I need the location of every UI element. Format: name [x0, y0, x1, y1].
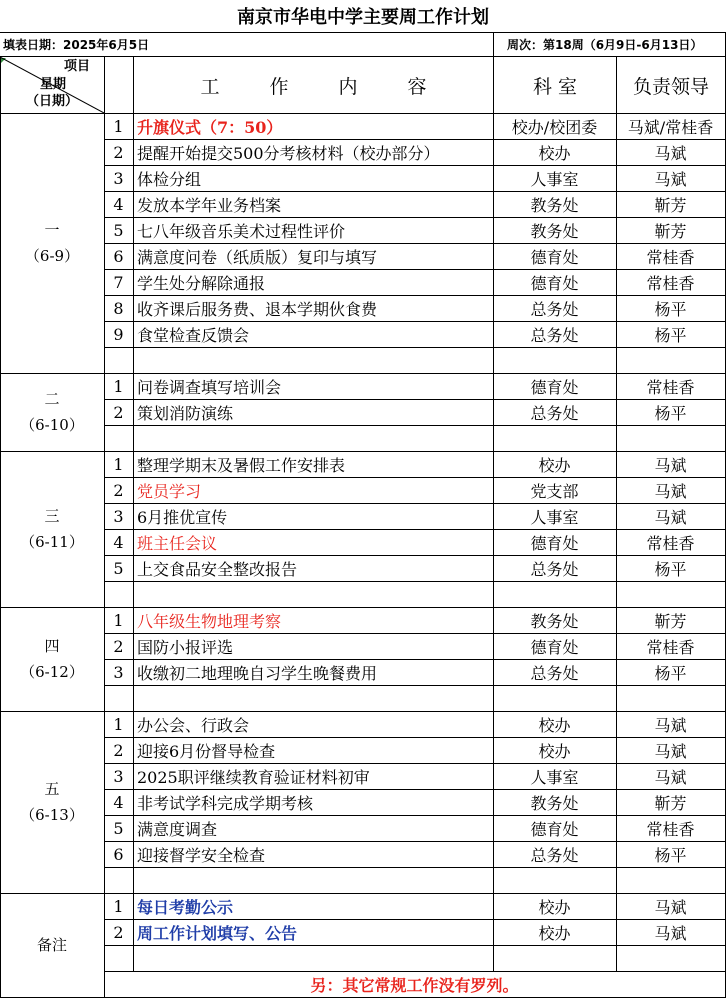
task-content: [133, 685, 493, 711]
task-leader: 马斌: [654, 741, 687, 761]
task-content: 学生处分解除通报: [137, 273, 266, 293]
grid-line: [0, 997, 726, 998]
task-leader: 马斌: [654, 169, 687, 189]
day-date: （6-12）: [20, 663, 84, 681]
row-number: 2: [113, 142, 124, 162]
task-content: 八年级生物地理考察: [137, 611, 282, 631]
task-dept: [493, 581, 616, 607]
task-dept: 总务处: [530, 403, 579, 423]
week-info: 周次：第18周（6月9日-6月13日）: [507, 37, 703, 52]
day-label: 一 （6-9）: [0, 113, 104, 373]
task-dept: 总务处: [530, 299, 579, 319]
task-leader: 马斌: [654, 923, 687, 943]
task-dept: 总务处: [530, 559, 579, 579]
sheet-title: 南京市华电中学主要周工作计划: [237, 7, 489, 28]
row-number: 2: [113, 636, 124, 656]
task-content: 办公会、行政会: [137, 715, 250, 735]
task-content: 非考试学科完成学期考核: [137, 793, 314, 813]
task-dept: 总务处: [530, 325, 579, 345]
task-content: 2025职评继续教育验证材料初审: [137, 767, 370, 787]
task-content: 七八年级音乐美术过程性评价: [137, 221, 346, 241]
row-number: 5: [113, 220, 124, 240]
day-date: （6-13）: [20, 806, 84, 824]
row-number: [104, 581, 133, 607]
day-date: （6-9）: [24, 247, 80, 265]
task-dept: 校办: [538, 897, 571, 917]
row-number: 4: [113, 194, 124, 214]
header-content: 工 作 内 容: [200, 75, 449, 98]
row-number: 4: [113, 532, 124, 552]
task-leader: 马斌/常桂香: [627, 117, 714, 137]
task-content: [133, 581, 493, 607]
task-dept: [493, 945, 616, 971]
task-content: 提醒开始提交500分考核材料（校办部分）: [137, 143, 440, 163]
task-leader: 常桂香: [646, 247, 695, 267]
task-leader: 常桂香: [646, 377, 695, 397]
row-number: 3: [113, 766, 124, 786]
task-leader: [616, 945, 725, 971]
task-content: [133, 945, 493, 971]
task-leader: [616, 425, 725, 451]
task-content: 问卷调查填写培训会: [137, 377, 282, 397]
task-dept: 校办: [538, 455, 571, 475]
row-number: 5: [113, 558, 124, 578]
task-content: 迎接6月份督导检查: [137, 741, 276, 761]
task-dept: 德育处: [530, 247, 579, 267]
task-leader: [616, 347, 725, 373]
task-dept: 校办: [538, 143, 571, 163]
task-dept: 校办/校团委: [511, 117, 598, 137]
footer-note: 另：其它常规工作没有罗列。: [310, 975, 519, 995]
task-leader: [616, 867, 725, 893]
task-leader: 靳芳: [654, 221, 687, 241]
row-number: 6: [113, 844, 124, 864]
fill-date: 填表日期：2025年6月5日: [3, 37, 150, 52]
row-number: 2: [113, 922, 124, 942]
task-leader: 杨平: [654, 845, 687, 865]
task-content: 满意度调查: [137, 819, 218, 839]
day-label: 二 （6-10）: [0, 373, 104, 451]
task-content: 迎接督学安全检查: [137, 845, 266, 865]
task-content: [133, 347, 493, 373]
task-leader: 杨平: [654, 403, 687, 423]
grid-line: [0, 56, 726, 57]
row-number: 3: [113, 662, 124, 682]
grid-line: [493, 56, 494, 971]
task-dept: 校办: [538, 741, 571, 761]
grid-line: [616, 56, 617, 971]
grid-line: [0, 56, 1, 997]
corner-diagonal: [0, 57, 104, 113]
task-content: 发放本学年业务档案: [137, 195, 282, 215]
task-dept: 德育处: [530, 533, 579, 553]
task-leader: 马斌: [654, 767, 687, 787]
corner-header-project: 项目: [64, 59, 91, 74]
task-leader: 杨平: [654, 299, 687, 319]
row-number: 2: [113, 402, 124, 422]
task-dept: 德育处: [530, 273, 579, 293]
task-dept: 校办: [538, 715, 571, 735]
task-leader: 马斌: [654, 507, 687, 527]
row-number: 1: [113, 610, 124, 630]
task-content: 整理学期末及暑假工作安排表: [137, 455, 346, 475]
row-number: 7: [113, 272, 124, 292]
grid-line: [104, 56, 105, 997]
row-number: 6: [113, 246, 124, 266]
row-number: 5: [113, 818, 124, 838]
task-leader: 常桂香: [646, 819, 695, 839]
task-dept: 总务处: [530, 845, 579, 865]
row-number: [104, 685, 133, 711]
task-dept: 教务处: [530, 195, 579, 215]
task-dept: [493, 867, 616, 893]
corner-header-weekday: 星期: [40, 77, 67, 92]
task-content: 每日考勤公示: [137, 897, 234, 917]
task-content: 上交食品安全整改报告: [137, 559, 298, 579]
task-leader: 靳芳: [654, 611, 687, 631]
task-dept: 德育处: [530, 819, 579, 839]
row-number: 3: [113, 168, 124, 188]
row-number: 2: [113, 480, 124, 500]
task-leader: 马斌: [654, 481, 687, 501]
task-leader: [616, 685, 725, 711]
grid-line: [493, 32, 494, 56]
task-content: 6月推优宣传: [137, 507, 228, 527]
task-dept: 党支部: [530, 481, 579, 501]
task-content: 周工作计划填写、公告: [137, 923, 298, 943]
task-leader: 杨平: [654, 663, 687, 683]
row-number: 2: [113, 740, 124, 760]
day-label: 四 （6-12）: [0, 607, 104, 711]
row-number: 9: [113, 324, 124, 344]
task-dept: 德育处: [530, 377, 579, 397]
day-label: 三 （6-11）: [0, 451, 104, 607]
task-dept: 教务处: [530, 793, 579, 813]
task-dept: 校办: [538, 923, 571, 943]
row-number: [104, 945, 133, 971]
task-leader: 马斌: [654, 143, 687, 163]
task-content: 国防小报评选: [137, 637, 234, 657]
task-content: 党员学习: [137, 481, 202, 501]
task-leader: 马斌: [654, 455, 687, 475]
task-leader: 靳芳: [654, 195, 687, 215]
row-number: 4: [113, 792, 124, 812]
row-number: [104, 347, 133, 373]
task-dept: [493, 425, 616, 451]
task-dept: [493, 347, 616, 373]
row-number: 3: [113, 506, 124, 526]
task-content: [133, 867, 493, 893]
task-content: 收齐课后服务费、退本学期伙食费: [137, 299, 378, 319]
task-leader: [616, 581, 725, 607]
row-number: [104, 867, 133, 893]
row-number: 1: [113, 454, 124, 474]
task-content: 班主任会议: [137, 533, 218, 553]
header-dept: 科 室: [532, 75, 578, 98]
task-dept: 教务处: [530, 611, 579, 631]
header-leader: 负责领导: [632, 75, 709, 98]
task-dept: 人事室: [530, 767, 579, 787]
row-number: 1: [113, 896, 124, 916]
task-dept: 总务处: [530, 663, 579, 683]
task-leader: 杨平: [654, 559, 687, 579]
task-dept: 人事室: [530, 507, 579, 527]
task-leader: 常桂香: [646, 273, 695, 293]
grid-line: [133, 56, 134, 971]
task-dept: 教务处: [530, 221, 579, 241]
task-content: 体检分组: [137, 169, 202, 189]
row-number: 8: [113, 298, 124, 318]
task-content: 食堂检查反馈会: [137, 325, 250, 345]
task-content: [133, 425, 493, 451]
task-leader: 常桂香: [646, 637, 695, 657]
task-content: 满意度问卷（纸质版）复印与填写: [137, 247, 378, 267]
day-date: （6-11）: [20, 533, 84, 551]
row-number: 1: [113, 714, 124, 734]
task-leader: 常桂香: [646, 533, 695, 553]
row-number: [104, 425, 133, 451]
task-content: 收缴初二地理晚自习学生晚餐费用: [137, 663, 378, 683]
task-dept: [493, 685, 616, 711]
corner-header-date: （日期）: [26, 94, 79, 109]
day-label: 五 （6-13）: [0, 711, 104, 893]
task-leader: 马斌: [654, 897, 687, 917]
row-number: 1: [113, 116, 124, 136]
task-dept: 人事室: [530, 169, 579, 189]
task-dept: 德育处: [530, 637, 579, 657]
grid-line: [0, 32, 726, 33]
task-leader: 马斌: [654, 715, 687, 735]
day-label: 备注: [36, 936, 67, 954]
task-leader: 杨平: [654, 325, 687, 345]
task-leader: 靳芳: [654, 793, 687, 813]
task-content: 升旗仪式（7：50）: [137, 117, 283, 137]
day-date: （6-10）: [20, 416, 84, 434]
task-content: 策划消防演练: [137, 403, 234, 423]
row-number: 1: [113, 376, 124, 396]
